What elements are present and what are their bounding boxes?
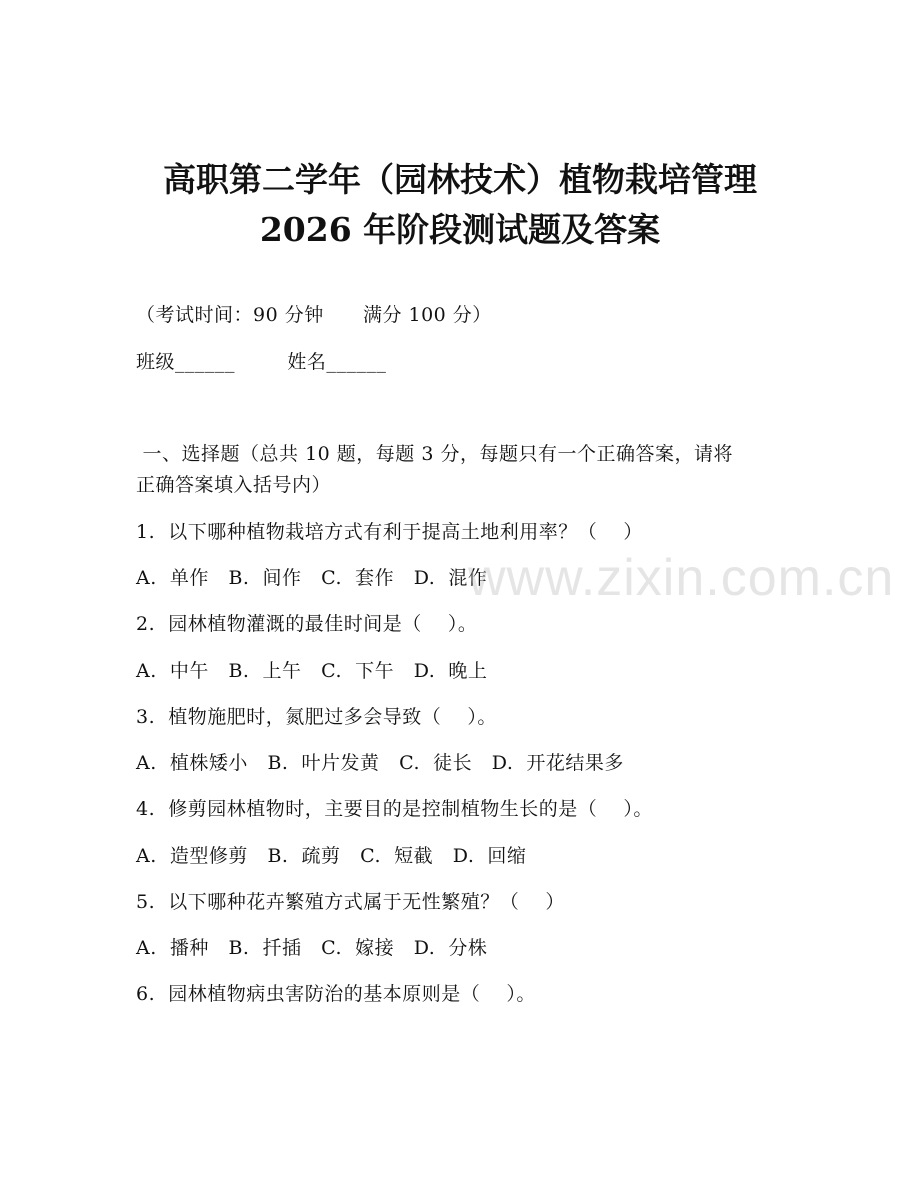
question-options: A. 播种 B. 扦插 C. 嫁接 D. 分株 bbox=[136, 937, 488, 959]
question-options: A. 造型修剪 B. 疏剪 C. 短截 D. 回缩 bbox=[136, 845, 527, 867]
question-stem: 2. 园林植物灌溉的最佳时间是（ ）。 bbox=[136, 613, 478, 635]
document-title-line1: 高职第二学年（园林技术）植物栽培管理 bbox=[163, 160, 757, 199]
question-stem: 5. 以下哪种花卉繁殖方式属于无性繁殖？（ ） bbox=[136, 891, 565, 913]
section-heading-line2: 正确答案填入括号内） bbox=[136, 474, 332, 496]
watermark: www.zixin.com.cn bbox=[468, 549, 895, 607]
section-heading-line1: 一、选择题（总共 10 题，每题 3 分，每题只有一个正确答案，请将 bbox=[136, 443, 733, 465]
student-info: 班级______ 姓名______ bbox=[136, 351, 387, 373]
question-options: A. 植株矮小 B. 叶片发黄 C. 徒长 D. 开花结果多 bbox=[136, 752, 624, 774]
question-stem: 4. 修剪园林植物时，主要目的是控制植物生长的是（ ）。 bbox=[136, 798, 653, 820]
question-options: A. 中午 B. 上午 C. 下午 D. 晚上 bbox=[136, 660, 488, 682]
question-stem: 1. 以下哪种植物栽培方式有利于提高土地利用率？（ ） bbox=[136, 521, 643, 543]
exam-info: （考试时间：90 分钟 满分 100 分） bbox=[136, 304, 492, 326]
document-title-line2: 2026 年阶段测试题及答案 bbox=[259, 210, 661, 249]
question-stem: 3. 植物施肥时，氮肥过多会导致（ ）。 bbox=[136, 706, 497, 728]
question-options: A. 单作 B. 间作 C. 套作 D. 混作 bbox=[136, 567, 488, 589]
question-stem: 6. 园林植物病虫害防治的基本原则是（ ）。 bbox=[136, 983, 536, 1005]
